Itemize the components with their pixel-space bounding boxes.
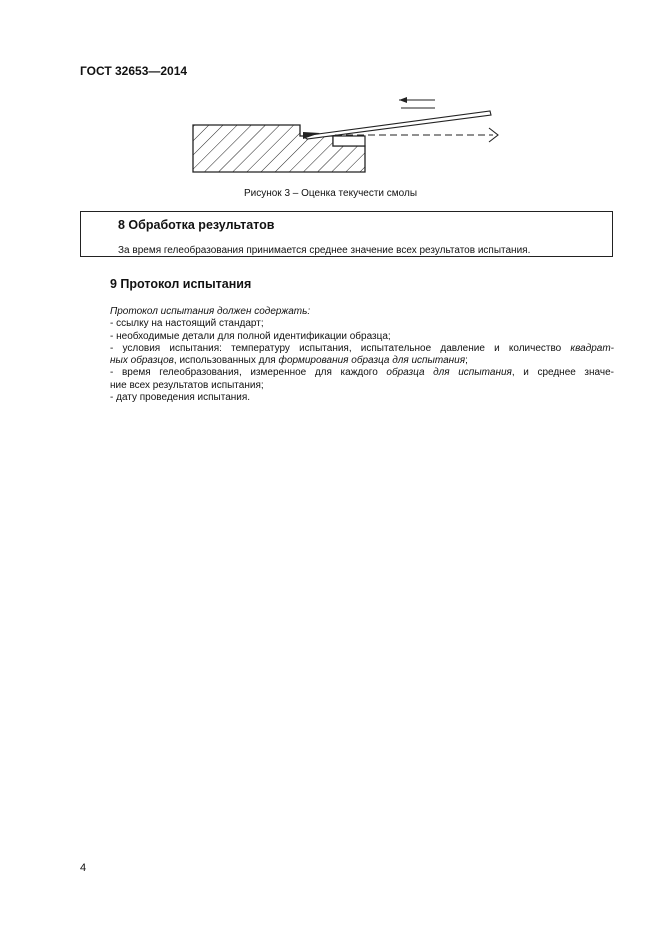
section-9-body	[110, 306, 614, 404]
list-item: - ссылку на настоящий стандарт;	[110, 318, 264, 330]
list-item: - время гелеобразования, измеренное для каждого образца для испытания, и среднее значе-	[110, 367, 614, 379]
protocol-intro: Протокол испытания должен содержать:	[110, 306, 311, 317]
list-item: - условия испытания: температуру испытания, испытательное давление и количество квадрат-	[110, 342, 614, 354]
section-8-text: За время гелеобразования принимается среднее значение всех результатов испытания.	[118, 245, 531, 256]
page-number: 4	[80, 862, 87, 874]
direction-arrow-icon	[399, 97, 435, 108]
section-8-box	[80, 211, 613, 257]
list-item: - дату проведения испытания.	[110, 392, 251, 404]
list-item-continuation: ние всех результатов испытания;	[110, 379, 264, 391]
resin-flow-figure	[185, 92, 515, 182]
standard-header: ГОСТ 32653—2014	[80, 64, 188, 78]
figure-caption: Рисунок 3 – Оценка текучести смолы	[243, 188, 418, 199]
list-item: - необходимые детали для полной идентификации образца;	[110, 330, 391, 342]
section-8-title: 8 Обработка результатов	[118, 218, 275, 232]
list-item-continuation: ных образцов, использованных для формирования образца для испытания;	[110, 355, 468, 367]
section-9-title: 9 Протокол испытания	[110, 277, 252, 291]
